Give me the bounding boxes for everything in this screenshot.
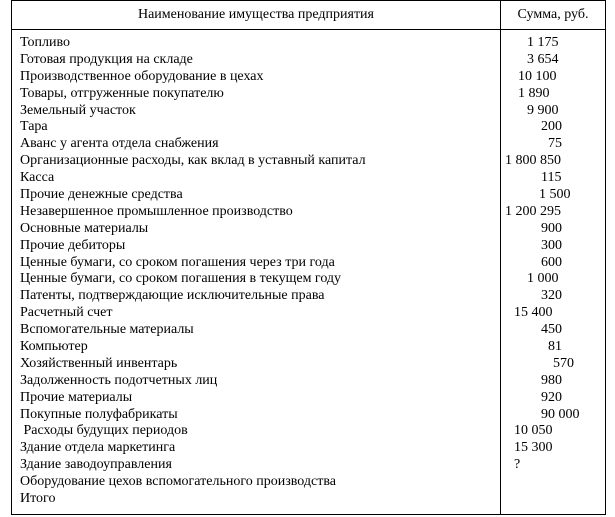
item-sum: 15 300 <box>514 440 553 456</box>
item-names-column <box>12 30 500 514</box>
item-name: Хозяйственный инвентарь <box>20 355 178 371</box>
item-name: Расходы будущих периодов <box>20 423 188 439</box>
item-sum: 115 <box>541 170 562 186</box>
item-name: Здание отдела маркетинга <box>20 440 176 456</box>
item-name: Незавершенное промышленное производство <box>20 203 293 219</box>
item-name: Патенты, подтверждающие исключительные права <box>20 288 325 304</box>
item-name: Прочие дебиторы <box>20 237 126 253</box>
item-name: Готовая продукция на складе <box>20 51 193 67</box>
item-name: Ценные бумаги, со сроком погашения в текущем году <box>20 271 342 287</box>
item-name: Ценные бумаги, со сроком погашения через три года <box>20 254 335 270</box>
item-name: Производственное оборудование в цехах <box>20 68 264 84</box>
table-body-row <box>12 30 606 515</box>
item-name: Итого <box>20 491 56 507</box>
table-header-row <box>12 1 606 30</box>
header-name-cell: Наименование имущества предприятия <box>12 1 501 30</box>
item-sum: 75 <box>548 136 562 152</box>
item-name: Расчетный счет <box>20 305 113 321</box>
item-sum <box>501 491 605 508</box>
header-sum-cell: Сумма, руб. <box>501 1 606 30</box>
item-sum <box>501 474 605 491</box>
item-name: Тара <box>20 119 48 135</box>
item-sum: 570 <box>553 355 574 371</box>
item-name: Оборудование цехов вспомогательного производства <box>20 474 336 490</box>
item-name: Задолженность подотчетных лиц <box>20 372 218 388</box>
item-sum: 920 <box>541 389 562 405</box>
property-table <box>11 0 606 515</box>
item-sum: 320 <box>541 288 562 304</box>
item-sum: 90 000 <box>541 406 580 422</box>
item-sum: 1 200 295 <box>505 203 561 219</box>
item-sum: 1 800 850 <box>505 153 561 169</box>
item-sum: 600 <box>541 254 562 270</box>
item-name: Касса <box>20 170 55 186</box>
item-sum: 81 <box>548 339 562 355</box>
item-sum: 300 <box>541 237 562 253</box>
item-sum: 200 <box>541 119 562 135</box>
item-sum: 10 050 <box>514 423 553 439</box>
item-name: Прочие материалы <box>20 389 133 405</box>
item-name: Компьютер <box>20 339 88 355</box>
item-name: Вспомогательные материалы <box>20 322 194 338</box>
item-sum: 900 <box>541 220 562 236</box>
item-sum: ? <box>514 457 521 473</box>
item-name: Земельный участок <box>20 102 136 118</box>
item-sum: 10 100 <box>518 68 557 84</box>
item-name: Топливо <box>20 35 70 50</box>
item-name: Прочие денежные средства <box>20 187 183 203</box>
item-sum: 1 000 <box>527 271 559 287</box>
item-sum: 15 400 <box>514 305 553 321</box>
item-sum: 450 <box>541 322 562 338</box>
item-sum: 3 654 <box>527 51 559 67</box>
item-name: Основные материалы <box>20 220 149 236</box>
item-sum: 9 900 <box>527 102 559 118</box>
item-name: Товары, отгруженные покупателю <box>20 85 224 101</box>
item-sum: 1 175 <box>527 35 559 50</box>
item-sum: 980 <box>541 372 562 388</box>
item-name: Организационные расходы, как вклад в уставный капитал <box>20 153 366 169</box>
item-name: Здание заводоуправления <box>20 457 172 473</box>
item-sums-column <box>501 30 605 514</box>
item-name: Покупные полуфабрикаты <box>20 406 178 422</box>
item-sum: 1 500 <box>539 187 571 203</box>
item-name: Аванс у агента отдела снабжения <box>20 136 219 152</box>
item-sum: 1 890 <box>518 85 550 101</box>
